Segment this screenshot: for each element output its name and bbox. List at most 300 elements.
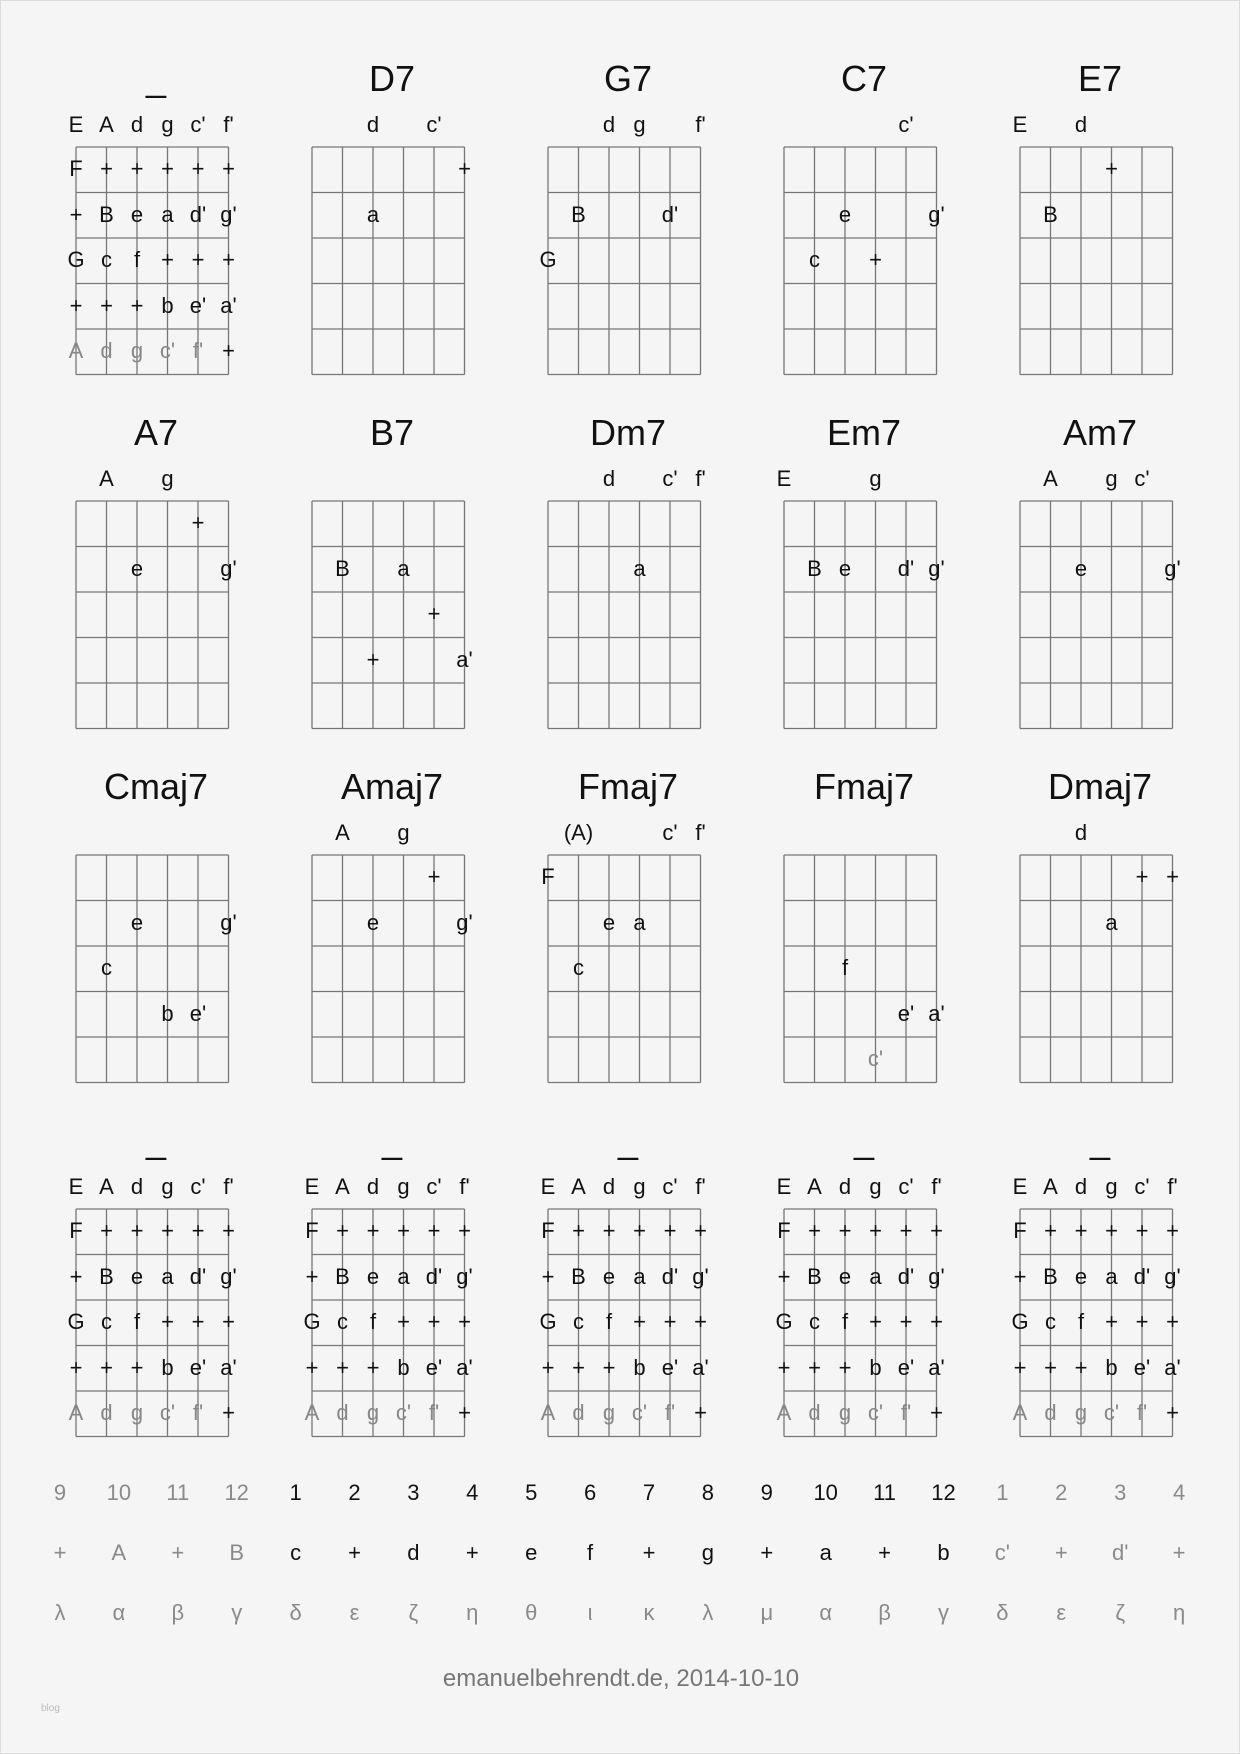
greek-cell: μ (760, 1600, 774, 1625)
fret-note: b (161, 292, 174, 318)
fret-note: f' (664, 1400, 676, 1425)
fret-note: + (69, 1354, 83, 1380)
fret-note: e' (897, 1000, 915, 1026)
fret-note: f' (428, 1400, 440, 1425)
open-string-label: f' (223, 1174, 234, 1199)
numbers-cell: 12 (931, 1480, 956, 1505)
fret-note: c (809, 247, 820, 272)
fret-note: G (303, 1309, 321, 1334)
fret-note: + (130, 292, 144, 318)
greek-cell: α (112, 1600, 126, 1625)
fret-note: + (1044, 1354, 1057, 1380)
open-string-label: d (1074, 1174, 1088, 1199)
notes-cell: f (587, 1540, 594, 1565)
fret-note: e (838, 201, 852, 227)
chord-diagram (518, 57, 738, 397)
fret-note: B (1043, 1263, 1058, 1289)
open-string-label: g (1105, 466, 1118, 491)
chord-diagram (282, 411, 502, 751)
fret-note: c (337, 1309, 348, 1334)
greek-cell: α (819, 1600, 833, 1625)
fret-note: + (161, 1309, 174, 1334)
fretboard-grid (546, 145, 703, 377)
fret-note: + (130, 1218, 144, 1243)
open-string-label: c' (190, 112, 206, 137)
fret-note: b (161, 1354, 174, 1380)
fret-note: + (305, 1354, 319, 1380)
fret-note: e (366, 909, 380, 935)
fret-note: B (571, 201, 586, 227)
greek-cell: β (171, 1600, 185, 1625)
notes-cell: e (525, 1540, 538, 1565)
fret-note: c (101, 1309, 112, 1334)
greek-cell: η (466, 1600, 479, 1625)
fret-note: d' (1133, 1263, 1151, 1289)
fret-note: B (335, 555, 350, 581)
open-string-label: c' (898, 112, 914, 137)
open-string-label: c' (426, 1174, 442, 1199)
fret-note: a (869, 1263, 882, 1289)
notes-cell: c (290, 1540, 302, 1565)
fret-note: a' (1164, 1354, 1181, 1380)
fret-note: + (222, 1218, 235, 1243)
chord-title: Am7 (1062, 412, 1138, 453)
fret-note: + (777, 1354, 791, 1380)
fret-note: e (838, 1263, 852, 1289)
fret-note: e (602, 1263, 616, 1289)
fret-note: + (808, 1354, 821, 1380)
fret-note: d (100, 1400, 113, 1425)
open-string-label: c' (662, 1174, 678, 1199)
fret-note: + (100, 292, 113, 318)
fret-note: + (336, 1354, 349, 1380)
chord-diagram (754, 1119, 974, 1459)
fret-note: + (838, 1354, 852, 1380)
fret-note: e (838, 555, 852, 581)
numbers-cell: 11 (166, 1480, 190, 1505)
greek-cell: γ (231, 1600, 243, 1625)
numbers-cell: 7 (642, 1480, 656, 1505)
fret-note: B (335, 1263, 350, 1289)
open-string-label: c' (426, 112, 442, 137)
fret-note: e (1074, 555, 1088, 581)
chord-title: Fmaj7 (577, 766, 679, 807)
chord-diagram (46, 411, 266, 751)
fret-note: c (573, 955, 584, 980)
fret-note: g (602, 1400, 616, 1425)
open-string-label: (A) (563, 820, 594, 845)
open-string-label: g (397, 820, 410, 845)
chord-diagram (282, 57, 502, 397)
chord-title: Dm7 (589, 412, 666, 453)
numbers-cell: 1 (996, 1480, 1009, 1505)
fret-note: c' (867, 1400, 884, 1425)
fret-note: + (899, 1218, 913, 1243)
open-string-label: g (161, 1174, 174, 1199)
numbers-cell: 6 (583, 1480, 597, 1505)
fret-note: + (458, 1400, 471, 1425)
fret-note: + (458, 156, 471, 181)
fret-note: a (161, 201, 174, 227)
fret-note: F (305, 1218, 319, 1243)
fret-note: + (1166, 1218, 1179, 1243)
fret-note: g' (1164, 1263, 1181, 1289)
notes-cell: + (348, 1540, 361, 1565)
fret-note: + (161, 1218, 174, 1243)
fret-note: + (222, 338, 235, 363)
fret-note: f (133, 247, 141, 272)
open-string-label: A (807, 1174, 822, 1199)
numbers-cell: 4 (1172, 1480, 1186, 1505)
fret-note: B (99, 1263, 114, 1289)
fret-note: d (100, 338, 113, 363)
notes-cell: + (1054, 1540, 1068, 1565)
notes-cell: b (937, 1540, 950, 1565)
fret-note: c (101, 955, 112, 980)
open-string-label: d (1074, 112, 1088, 137)
open-string-label: A (335, 820, 350, 845)
open-string-label: c' (898, 1174, 914, 1199)
chord-title: D7 (368, 58, 416, 99)
fret-note: f (605, 1309, 613, 1334)
fret-note: g' (220, 555, 237, 581)
fret-note: + (602, 1218, 616, 1243)
fret-note: d (572, 1400, 585, 1425)
fret-note: f' (900, 1400, 912, 1425)
fret-note: a (633, 555, 646, 581)
open-string-label: g (1105, 1174, 1118, 1199)
fret-note: d' (189, 201, 207, 227)
fret-note: a' (928, 1354, 945, 1380)
fret-note: + (694, 1218, 707, 1243)
fret-note: e (1074, 1263, 1088, 1289)
numbers-cell: 2 (1055, 1480, 1068, 1505)
fret-note: F (541, 864, 555, 889)
chord-title: G7 (603, 58, 653, 99)
fret-note: B (1043, 201, 1058, 227)
open-string-label: d (602, 1174, 616, 1199)
fret-note: + (130, 156, 144, 181)
open-string-label: A (1043, 466, 1058, 491)
fret-note: + (1105, 1309, 1118, 1334)
notes-cell: + (878, 1540, 892, 1565)
open-string-label: g (397, 1174, 410, 1199)
fret-note: + (130, 1354, 144, 1380)
fretboard-grid (546, 499, 703, 731)
fret-note: + (869, 247, 882, 272)
greek-cell: ζ (408, 1600, 419, 1625)
greek-cell: κ (643, 1600, 655, 1625)
fret-note: g' (928, 555, 945, 581)
notes-cell: A (111, 1540, 127, 1565)
chord-title: E7 (1077, 58, 1123, 99)
fret-note: d' (897, 1263, 915, 1289)
greek-cell: β (878, 1600, 891, 1625)
fret-note: + (427, 1218, 441, 1243)
fret-note: F (541, 1218, 555, 1243)
fret-note: b (397, 1354, 410, 1380)
footer-credit: emanuelbehrendt.de, 2014-10-10 (442, 1665, 800, 1692)
open-string-label: f' (695, 820, 706, 845)
fret-note: a (1105, 909, 1118, 935)
fret-note: A (68, 1400, 84, 1425)
numbers-cell: 11 (873, 1480, 897, 1505)
open-string-label: d (602, 466, 616, 491)
chord-diagram (754, 765, 974, 1105)
numbers-cell: 2 (348, 1480, 361, 1505)
fret-note: + (222, 247, 235, 272)
fret-note: a (1105, 1263, 1118, 1289)
numbers-cell: 5 (525, 1480, 538, 1505)
open-string-label: f' (459, 1174, 470, 1199)
fret-note: + (191, 156, 205, 181)
fret-note: + (869, 1309, 882, 1334)
numbers-cell: 12 (224, 1480, 249, 1505)
fret-note: + (1166, 1309, 1179, 1334)
chord-title: _ (853, 1120, 875, 1161)
fret-note: G (1011, 1309, 1029, 1334)
chord-title: C7 (840, 58, 888, 99)
open-string-label: g (869, 1174, 882, 1199)
fret-note: + (869, 1218, 882, 1243)
open-string-label: d (602, 112, 616, 137)
numbers-cell: 10 (813, 1480, 838, 1505)
open-string-label: f' (931, 1174, 942, 1199)
fret-note: G (67, 1309, 85, 1334)
fret-note: F (69, 1218, 83, 1243)
fret-note: + (100, 156, 113, 181)
fret-note: + (663, 1218, 677, 1243)
fret-note: + (222, 156, 235, 181)
fret-note: g (130, 1400, 144, 1425)
greek-cell: δ (289, 1600, 302, 1625)
chord-diagram (46, 1119, 266, 1459)
greek-cell: λ (54, 1600, 66, 1625)
open-string-label: g (161, 466, 174, 491)
fret-note: g (366, 1400, 380, 1425)
fret-note: c (1045, 1309, 1056, 1334)
fret-note: e (130, 1263, 144, 1289)
fret-note: g' (456, 1263, 473, 1289)
fret-note: g' (220, 201, 237, 227)
open-string-label: g (633, 1174, 646, 1199)
fret-note: b (1105, 1354, 1118, 1380)
fret-note: f' (192, 338, 204, 363)
fret-note: + (1013, 1263, 1027, 1289)
fret-note: + (663, 1309, 677, 1334)
fret-note: g' (928, 201, 945, 227)
greek-cell: ε (1056, 1600, 1067, 1625)
fret-note: e' (189, 1354, 207, 1380)
chord-diagram (518, 765, 738, 1105)
fret-note: + (305, 1263, 319, 1289)
fret-note: f (1077, 1309, 1085, 1334)
open-string-label: c' (1134, 1174, 1150, 1199)
fret-note: + (366, 646, 380, 672)
notes-cell: d' (1111, 1540, 1129, 1565)
fret-note: + (427, 1309, 441, 1334)
fret-note: + (572, 1354, 585, 1380)
fret-note: + (100, 1218, 113, 1243)
fret-note: a' (456, 1354, 473, 1380)
open-string-label: E (68, 112, 84, 137)
watermark: blog (41, 1703, 60, 1714)
fret-note: + (838, 1218, 852, 1243)
chord-diagram (990, 411, 1210, 751)
fret-note: e' (897, 1354, 915, 1380)
chord-title: _ (617, 1120, 639, 1161)
fret-note: g' (456, 909, 473, 935)
fret-note: + (930, 1218, 943, 1243)
numbers-cell: 3 (1114, 1480, 1127, 1505)
open-string-label: f' (695, 112, 706, 137)
open-string-label: g (161, 112, 174, 137)
fret-note: + (100, 1354, 113, 1380)
fret-note: + (1105, 156, 1118, 181)
fret-note: + (191, 1309, 205, 1334)
fret-note: e' (661, 1354, 679, 1380)
fret-note: A (68, 338, 84, 363)
notes-cell: B (229, 1540, 245, 1565)
open-string-label: E (1012, 1174, 1028, 1199)
fret-note: G (539, 1309, 557, 1334)
fret-note: + (1135, 864, 1149, 889)
greek-cell: ε (349, 1600, 360, 1625)
fret-note: + (336, 1218, 349, 1243)
fret-note: + (777, 1263, 791, 1289)
fret-note: e' (425, 1354, 443, 1380)
open-string-label: E (540, 1174, 556, 1199)
open-string-label: E (776, 1174, 792, 1199)
fret-note: F (1013, 1218, 1027, 1243)
notes-cell: + (171, 1540, 185, 1565)
open-string-label: E (776, 466, 792, 491)
open-string-label: c' (190, 1174, 206, 1199)
open-string-label: d (366, 1174, 380, 1199)
fret-note: + (572, 1218, 585, 1243)
fret-note: + (427, 864, 441, 889)
notes-cell: a (819, 1540, 832, 1565)
fret-note: + (1044, 1218, 1057, 1243)
notes-cell: c' (994, 1540, 1010, 1565)
fret-note: + (1074, 1218, 1088, 1243)
fret-note: + (366, 1218, 380, 1243)
open-string-label: c' (1134, 466, 1150, 491)
fret-note: + (1135, 1218, 1149, 1243)
fret-note: + (427, 601, 441, 626)
open-string-label: A (99, 466, 114, 491)
fret-note: + (1166, 864, 1179, 889)
fret-note: + (366, 1354, 380, 1380)
fret-note: e' (1133, 1354, 1151, 1380)
scale-number-row (1, 1473, 1240, 1513)
fret-note: f (841, 1309, 849, 1334)
fret-note: a' (456, 646, 473, 672)
fret-note: d (336, 1400, 349, 1425)
numbers-cell: 8 (701, 1480, 715, 1505)
chord-diagram (518, 1119, 738, 1459)
open-string-label: E (68, 1174, 84, 1199)
fret-note: + (1074, 1354, 1088, 1380)
numbers-cell: 1 (289, 1480, 302, 1505)
fret-note: + (694, 1400, 707, 1425)
fret-note: g' (1164, 555, 1181, 581)
notes-cell: + (1172, 1540, 1186, 1565)
fret-note: + (1135, 1309, 1149, 1334)
greek-cell: ζ (1115, 1600, 1126, 1625)
fret-note: F (69, 156, 83, 181)
fret-note: d' (661, 1263, 679, 1289)
fret-note: + (633, 1218, 646, 1243)
chord-diagram (990, 765, 1210, 1105)
open-string-label: f' (223, 112, 234, 137)
fret-note: d (808, 1400, 821, 1425)
fret-note: e (130, 201, 144, 227)
fretboard-grid (1018, 499, 1175, 731)
notes-cell: + (642, 1540, 656, 1565)
notes-cell: g (701, 1540, 715, 1565)
chord-diagram (282, 1119, 502, 1459)
fret-note: f' (1136, 1400, 1148, 1425)
numbers-cell: 4 (466, 1480, 479, 1505)
fret-note: + (694, 1309, 707, 1334)
open-string-label: A (1043, 1174, 1058, 1199)
fret-note: + (69, 1263, 83, 1289)
chord-title: Cmaj7 (103, 766, 209, 807)
open-string-label: c' (662, 820, 678, 845)
fret-note: g (1074, 1400, 1088, 1425)
greek-cell: γ (938, 1600, 949, 1625)
fret-note: e' (189, 292, 207, 318)
chord-title: Dmaj7 (1047, 766, 1153, 807)
scale-note-row (1, 1533, 1240, 1573)
fret-note: + (458, 1218, 471, 1243)
fret-note: a' (220, 1354, 237, 1380)
chord-diagram (754, 411, 974, 751)
open-string-label: A (571, 1174, 586, 1199)
fret-note: + (633, 1309, 646, 1334)
fret-note: c (573, 1309, 584, 1334)
open-string-label: f' (695, 1174, 706, 1199)
chord-diagram (990, 57, 1210, 397)
fret-note: A (776, 1400, 792, 1425)
chord-diagram (518, 411, 738, 751)
fret-note: a' (220, 292, 237, 318)
fret-note: A (540, 1400, 556, 1425)
fret-note: a (366, 201, 380, 227)
fret-note: + (161, 156, 174, 181)
fret-note: + (1166, 1400, 1179, 1425)
fret-note: F (777, 1218, 791, 1243)
greek-cell: θ (525, 1600, 538, 1625)
fret-note: e' (189, 1000, 207, 1026)
fret-note: a' (692, 1354, 709, 1380)
open-string-label: f' (695, 466, 706, 491)
fretboard-grid (782, 499, 939, 731)
fret-note: a (633, 1263, 646, 1289)
open-string-label: d (366, 112, 380, 137)
fret-note: a (633, 909, 646, 935)
fret-note: B (571, 1263, 586, 1289)
fret-note: d' (661, 201, 679, 227)
open-string-label: g (633, 112, 646, 137)
fret-note: G (67, 247, 85, 272)
fret-note: c (101, 247, 112, 272)
fret-note: + (930, 1400, 943, 1425)
chord-diagram (46, 57, 266, 397)
fret-note: + (1105, 1218, 1118, 1243)
chord-title: _ (145, 58, 167, 99)
